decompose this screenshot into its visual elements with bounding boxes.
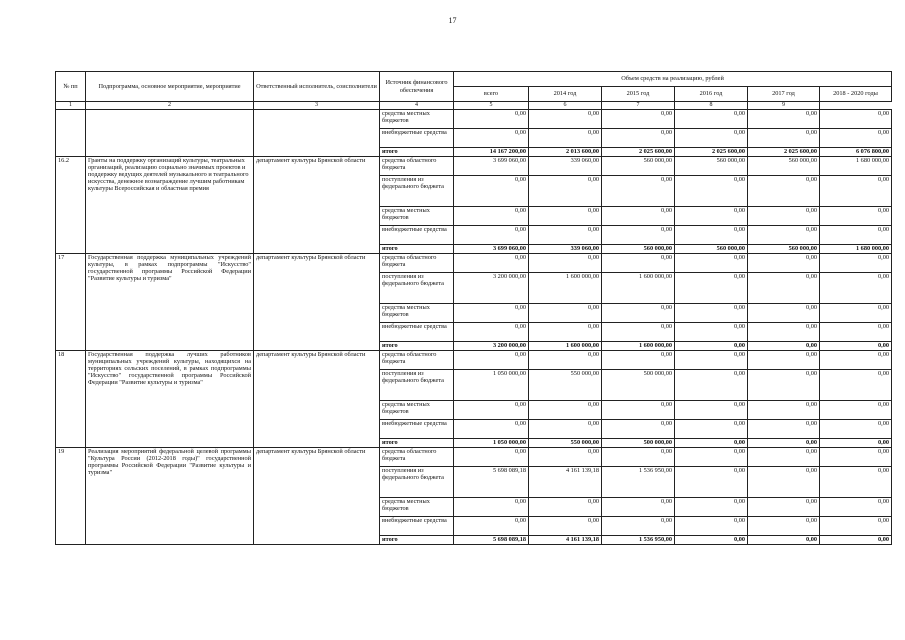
- budget-table: [55, 71, 892, 545]
- value-cell: 0,00: [602, 517, 675, 536]
- source-cell: итого: [380, 148, 454, 157]
- value-cell: 560 000,00: [675, 245, 748, 254]
- program-cell: [86, 110, 254, 157]
- value-cell: 0,00: [820, 517, 892, 536]
- value-cell: 0,00: [529, 110, 602, 129]
- value-cell: 0,00: [748, 351, 820, 370]
- value-cell: 0,00: [675, 176, 748, 207]
- source-cell: внебюджетные средства: [380, 129, 454, 148]
- value-cell: 1 680 000,00: [820, 157, 892, 176]
- value-cell: 0,00: [675, 448, 748, 467]
- value-cell: 4 161 139,18: [529, 536, 602, 545]
- value-cell: 0,00: [820, 273, 892, 304]
- source-cell: средства местных бюджетов: [380, 207, 454, 226]
- value-cell: 0,00: [602, 498, 675, 517]
- header-year: 2016 год: [675, 87, 748, 102]
- table-row: [56, 351, 892, 370]
- value-cell: 0,00: [675, 517, 748, 536]
- value-cell: 0,00: [675, 254, 748, 273]
- value-cell: 0,00: [675, 207, 748, 226]
- source-cell: средства местных бюджетов: [380, 401, 454, 420]
- value-cell: 0,00: [454, 176, 529, 207]
- value-cell: 0,00: [820, 401, 892, 420]
- value-cell: 0,00: [675, 498, 748, 517]
- source-cell: итого: [380, 245, 454, 254]
- value-cell: 0,00: [748, 420, 820, 439]
- value-cell: 0,00: [748, 536, 820, 545]
- row-no-cell: 19: [56, 448, 86, 545]
- value-cell: 2 025 600,00: [675, 148, 748, 157]
- header-volume: Объем средств на реализацию, рублей: [454, 72, 892, 87]
- value-cell: 0,00: [529, 176, 602, 207]
- column-number: 6: [529, 102, 602, 110]
- value-cell: 0,00: [602, 420, 675, 439]
- source-cell: внебюджетные средства: [380, 226, 454, 245]
- value-cell: 339 060,00: [529, 245, 602, 254]
- value-cell: 2 013 600,00: [529, 148, 602, 157]
- value-cell: 1 600 000,00: [602, 342, 675, 351]
- value-cell: 0,00: [529, 401, 602, 420]
- value-cell: 0,00: [529, 226, 602, 245]
- value-cell: 0,00: [748, 342, 820, 351]
- value-cell: 0,00: [748, 304, 820, 323]
- header-year: всего: [454, 87, 529, 102]
- executor-cell: департамент культуры Брянской области: [254, 448, 380, 545]
- source-cell: внебюджетные средства: [380, 517, 454, 536]
- value-cell: 0,00: [529, 498, 602, 517]
- value-cell: 500 000,00: [602, 439, 675, 448]
- value-cell: 0,00: [602, 176, 675, 207]
- row-no-cell: 17: [56, 254, 86, 351]
- value-cell: 560 000,00: [675, 157, 748, 176]
- value-cell: 550 000,00: [529, 370, 602, 401]
- column-number: 5: [454, 102, 529, 110]
- value-cell: 0,00: [529, 517, 602, 536]
- header-program: Подпрограмма, основное мероприятие, мероприятие: [86, 72, 254, 102]
- value-cell: 0,00: [820, 467, 892, 498]
- value-cell: 0,00: [675, 439, 748, 448]
- value-cell: 560 000,00: [748, 157, 820, 176]
- value-cell: 0,00: [529, 207, 602, 226]
- value-cell: 0,00: [529, 304, 602, 323]
- value-cell: 0,00: [454, 226, 529, 245]
- value-cell: 0,00: [748, 207, 820, 226]
- value-cell: 3 699 060,00: [454, 245, 529, 254]
- value-cell: 0,00: [748, 323, 820, 342]
- value-cell: 0,00: [454, 401, 529, 420]
- value-cell: 1 680 000,00: [820, 245, 892, 254]
- value-cell: 0,00: [748, 498, 820, 517]
- value-cell: 2 025 600,00: [602, 148, 675, 157]
- value-cell: 3 200 000,00: [454, 342, 529, 351]
- column-numbers-row: [56, 102, 892, 110]
- column-number: 2: [86, 102, 254, 110]
- source-cell: внебюджетные средства: [380, 420, 454, 439]
- value-cell: 4 161 139,18: [529, 467, 602, 498]
- source-cell: итого: [380, 342, 454, 351]
- value-cell: 0,00: [820, 207, 892, 226]
- value-cell: 0,00: [602, 448, 675, 467]
- column-number: 9: [748, 102, 820, 110]
- header-row-1: [56, 72, 892, 87]
- column-number: 3: [254, 102, 380, 110]
- executor-cell: департамент культуры Брянской области: [254, 254, 380, 351]
- page-number: 17: [448, 16, 457, 25]
- header-year: 2018 - 2020 годы: [820, 87, 892, 102]
- value-cell: 0,00: [675, 401, 748, 420]
- value-cell: 0,00: [602, 323, 675, 342]
- table-row: [56, 157, 892, 176]
- value-cell: 0,00: [675, 226, 748, 245]
- table-body: [56, 110, 892, 545]
- value-cell: 0,00: [454, 110, 529, 129]
- executor-cell: департамент культуры Брянской области: [254, 351, 380, 448]
- value-cell: 0,00: [675, 129, 748, 148]
- value-cell: 0,00: [675, 323, 748, 342]
- value-cell: 0,00: [602, 207, 675, 226]
- value-cell: 0,00: [454, 304, 529, 323]
- value-cell: 0,00: [529, 129, 602, 148]
- value-cell: 0,00: [454, 254, 529, 273]
- value-cell: 0,00: [454, 420, 529, 439]
- column-number: 1: [56, 102, 86, 110]
- header-year: 2015 год: [602, 87, 675, 102]
- value-cell: 0,00: [748, 467, 820, 498]
- table-row: [56, 110, 892, 129]
- program-cell: Гранты на поддержку организаций культуры, театральных организаций, реализацию социально значимых проектов и поддержку ведущих деятелей музыкального и театрального искусства, денежное вознаграждение лучшим работникам культуры Всероссийская и областная премия: [86, 157, 254, 254]
- source-cell: поступления из федерального бюджета: [380, 176, 454, 207]
- value-cell: 0,00: [602, 226, 675, 245]
- header-no: № пп: [56, 72, 86, 102]
- value-cell: 0,00: [602, 110, 675, 129]
- value-cell: 0,00: [748, 517, 820, 536]
- table-row: [56, 254, 892, 273]
- value-cell: 0,00: [675, 351, 748, 370]
- value-cell: 0,00: [454, 129, 529, 148]
- source-cell: средства областного бюджета: [380, 157, 454, 176]
- value-cell: 560 000,00: [602, 245, 675, 254]
- value-cell: 0,00: [454, 498, 529, 517]
- value-cell: 0,00: [675, 536, 748, 545]
- header-executor: Ответственный исполнитель, соисполнители: [254, 72, 380, 102]
- value-cell: 339 060,00: [529, 157, 602, 176]
- value-cell: 0,00: [602, 254, 675, 273]
- value-cell: 0,00: [820, 254, 892, 273]
- executor-cell: департамент культуры Брянской области: [254, 157, 380, 254]
- value-cell: 14 167 200,00: [454, 148, 529, 157]
- value-cell: 0,00: [820, 448, 892, 467]
- source-cell: итого: [380, 536, 454, 545]
- value-cell: 1 050 000,00: [454, 370, 529, 401]
- source-cell: средства областного бюджета: [380, 448, 454, 467]
- source-cell: поступления из федерального бюджета: [380, 370, 454, 401]
- value-cell: 0,00: [820, 342, 892, 351]
- program-cell: Государственная поддержка муниципальных учреждений культуры, в рамках подпрограммы "Искусство" государственной программы Российской Федерации "Развитие культуры и туризма": [86, 254, 254, 351]
- value-cell: 0,00: [454, 207, 529, 226]
- value-cell: 1 050 000,00: [454, 439, 529, 448]
- value-cell: 0,00: [748, 254, 820, 273]
- value-cell: 0,00: [748, 439, 820, 448]
- header-source: Источник финансового обеспечения: [380, 72, 454, 102]
- value-cell: 550 000,00: [529, 439, 602, 448]
- value-cell: 0,00: [820, 420, 892, 439]
- source-cell: средства местных бюджетов: [380, 304, 454, 323]
- value-cell: 1 600 000,00: [529, 273, 602, 304]
- source-cell: поступления из федерального бюджета: [380, 273, 454, 304]
- value-cell: 0,00: [748, 129, 820, 148]
- value-cell: 0,00: [529, 254, 602, 273]
- value-cell: 0,00: [820, 176, 892, 207]
- value-cell: 560 000,00: [748, 245, 820, 254]
- value-cell: 0,00: [675, 467, 748, 498]
- header-year: 2017 год: [748, 87, 820, 102]
- column-number: 4: [380, 102, 454, 110]
- value-cell: 0,00: [602, 401, 675, 420]
- value-cell: 0,00: [529, 323, 602, 342]
- value-cell: 0,00: [454, 323, 529, 342]
- value-cell: 0,00: [675, 342, 748, 351]
- source-cell: внебюджетные средства: [380, 323, 454, 342]
- value-cell: 0,00: [820, 304, 892, 323]
- value-cell: 0,00: [454, 351, 529, 370]
- value-cell: 3 200 000,00: [454, 273, 529, 304]
- value-cell: 0,00: [529, 448, 602, 467]
- value-cell: 0,00: [675, 420, 748, 439]
- value-cell: 0,00: [820, 536, 892, 545]
- value-cell: 500 000,00: [602, 370, 675, 401]
- source-cell: средства местных бюджетов: [380, 498, 454, 517]
- executor-cell: [254, 110, 380, 157]
- value-cell: 0,00: [748, 110, 820, 129]
- source-cell: поступления из федерального бюджета: [380, 467, 454, 498]
- value-cell: 1 600 000,00: [529, 342, 602, 351]
- value-cell: 5 698 089,18: [454, 536, 529, 545]
- value-cell: 0,00: [820, 498, 892, 517]
- value-cell: 0,00: [748, 448, 820, 467]
- program-cell: Реализация мероприятий федеральной целевой программы "Культура России (2012-2018 годы)" государственной программы Российской Федерации "Развитие культуры и туризма": [86, 448, 254, 545]
- value-cell: 3 699 060,00: [454, 157, 529, 176]
- value-cell: 0,00: [748, 176, 820, 207]
- value-cell: 0,00: [820, 370, 892, 401]
- row-no-cell: 18: [56, 351, 86, 448]
- value-cell: 0,00: [454, 448, 529, 467]
- source-cell: средства областного бюджета: [380, 351, 454, 370]
- value-cell: 0,00: [820, 129, 892, 148]
- value-cell: 0,00: [529, 351, 602, 370]
- value-cell: 0,00: [820, 323, 892, 342]
- value-cell: 0,00: [602, 304, 675, 323]
- column-number: 7: [602, 102, 675, 110]
- source-cell: средства областного бюджета: [380, 254, 454, 273]
- value-cell: 0,00: [748, 401, 820, 420]
- row-no-cell: [56, 110, 86, 157]
- value-cell: 1 536 950,00: [602, 536, 675, 545]
- value-cell: 0,00: [675, 304, 748, 323]
- header-year: 2014 год: [529, 87, 602, 102]
- value-cell: 1 600 000,00: [602, 273, 675, 304]
- value-cell: 0,00: [820, 351, 892, 370]
- column-number: 8: [675, 102, 748, 110]
- value-cell: 0,00: [820, 110, 892, 129]
- row-no-cell: 16.2: [56, 157, 86, 254]
- value-cell: 560 000,00: [602, 157, 675, 176]
- value-cell: 0,00: [602, 129, 675, 148]
- value-cell: 6 076 800,00: [820, 148, 892, 157]
- value-cell: 0,00: [529, 420, 602, 439]
- value-cell: 0,00: [820, 226, 892, 245]
- value-cell: 0,00: [675, 273, 748, 304]
- source-cell: итого: [380, 439, 454, 448]
- table-row: [56, 448, 892, 467]
- value-cell: 0,00: [820, 439, 892, 448]
- value-cell: 0,00: [748, 370, 820, 401]
- value-cell: 0,00: [675, 110, 748, 129]
- value-cell: 0,00: [454, 517, 529, 536]
- value-cell: 5 698 089,18: [454, 467, 529, 498]
- value-cell: 0,00: [748, 273, 820, 304]
- value-cell: 2 025 600,00: [748, 148, 820, 157]
- value-cell: 0,00: [675, 370, 748, 401]
- value-cell: 0,00: [748, 226, 820, 245]
- value-cell: 1 536 950,00: [602, 467, 675, 498]
- program-cell: Государственная поддержка лучших работников муниципальных учреждений культуры, находящихся на территориях сельских поселений, в рамках подпрограммы "Искусство" государственной программы Российской Федерации "Развитие культуры и туризма": [86, 351, 254, 448]
- value-cell: 0,00: [602, 351, 675, 370]
- source-cell: средства местных бюджетов: [380, 110, 454, 129]
